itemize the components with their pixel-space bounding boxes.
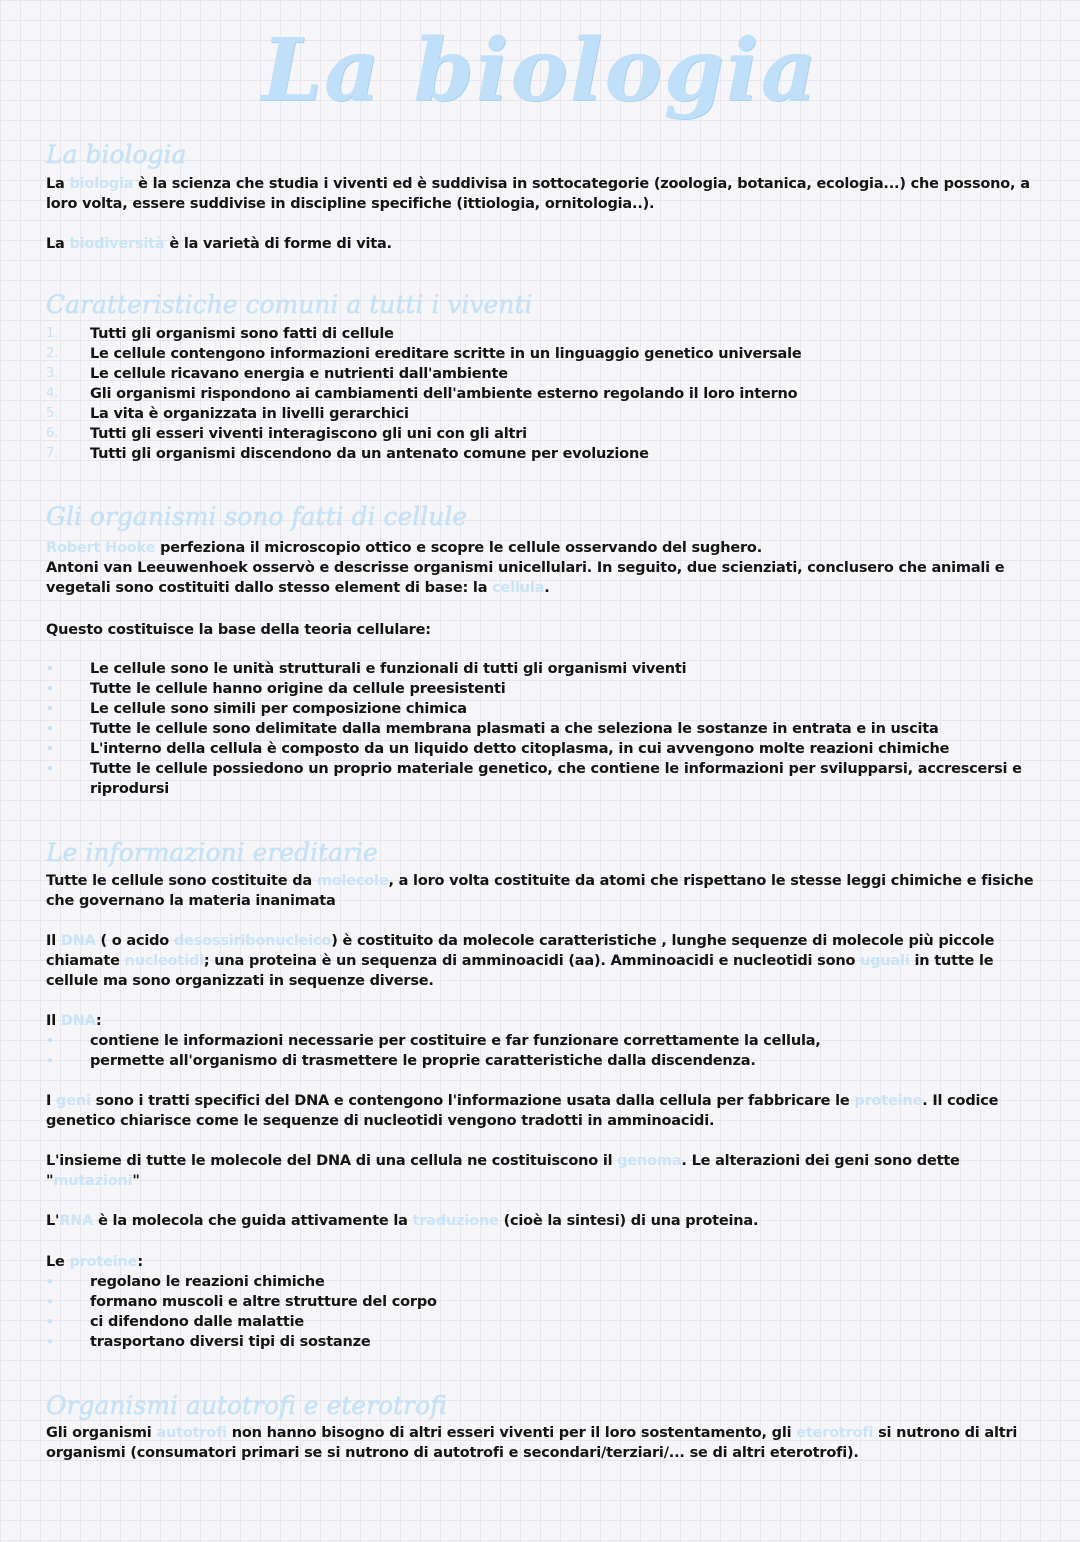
paragraph-hooke	[46, 538, 1036, 598]
list-item	[46, 364, 1036, 384]
list-item	[46, 1031, 1036, 1051]
text: (cioè la sintesi) di una proteina.	[498, 1213, 759, 1229]
highlight-term: biologia	[69, 176, 134, 192]
text: "	[132, 1173, 140, 1189]
list-text: Tutti gli organismi discendono da un antenato comune per evoluzione	[90, 446, 649, 462]
paragraph-teoria-cellulare: Questo costituisce la base della teoria cellulare:	[46, 622, 431, 638]
list-item	[46, 444, 1036, 464]
dna-list	[46, 1031, 1036, 1071]
text: ( o acido	[95, 933, 174, 949]
bullet-icon: •	[46, 702, 54, 716]
characteristics-list	[46, 324, 1036, 464]
text: è la varietà di forme di vita.	[164, 236, 392, 252]
list-text: Tutte le cellule sono delimitate dalla membrana plasmati a che seleziona le sostanze in entrata e in uscita	[90, 721, 939, 737]
highlight-term: DNA	[60, 933, 96, 949]
bullet-icon: •	[46, 722, 54, 736]
list-item	[46, 679, 1036, 699]
highlight-term: mutazioni	[53, 1173, 133, 1189]
list-item	[46, 344, 1036, 364]
paragraph-rna	[46, 1211, 1036, 1231]
list-number: 4.	[46, 386, 59, 401]
list-item	[46, 384, 1036, 404]
section-heading-autotrofi: Organismi autotrofi e eterotrofi	[46, 1391, 447, 1420]
list-number: 5.	[46, 406, 59, 421]
text: L'insieme di tutte le molecole del DNA di una cellula ne costituiscono il	[46, 1153, 618, 1169]
highlight-term: autotrofi	[156, 1425, 227, 1441]
list-text: Tutti gli esseri viventi interagiscono gli uni con gli altri	[90, 426, 527, 442]
highlight-term: desossiribonucleico	[173, 933, 332, 949]
list-item	[46, 324, 1036, 344]
paragraph-genoma	[46, 1151, 1036, 1191]
list-number: 1.	[46, 326, 59, 341]
list-item	[46, 404, 1036, 424]
text: è la molecola che guida attivamente la	[93, 1213, 413, 1229]
page-title: La biologia	[261, 20, 819, 121]
list-text: Le cellule contengono informazioni ereditare scritte in un linguaggio genetico universale	[90, 346, 802, 362]
highlight-term: geni	[56, 1093, 91, 1109]
list-item	[46, 719, 1036, 739]
list-text: ci difendono dalle malattie	[90, 1314, 305, 1330]
text: Il	[46, 933, 61, 949]
list-text: La vita è organizzata in livelli gerarchici	[90, 406, 409, 422]
text: sono i tratti specifici del DNA e contengono l'informazione usata dalla cellula per fabbricare le	[90, 1093, 855, 1109]
text: Tutte le cellule sono costituite da	[46, 873, 317, 889]
paragraph-biologia-definition	[46, 174, 1036, 214]
highlight-term: genoma	[617, 1153, 682, 1169]
highlight-term: Robert Hooke	[46, 540, 156, 556]
bullet-icon: •	[46, 742, 54, 756]
text: Le	[46, 1254, 70, 1270]
section-heading-cellule: Gli organismi sono fatti di cellule	[46, 502, 468, 531]
highlight-term: eterotrofi	[796, 1425, 874, 1441]
paragraph-biodiversita	[46, 234, 1036, 254]
text: . Le alterazioni dei geni sono dette "	[46, 1153, 960, 1189]
list-text: Tutte le cellule possiedono un proprio materiale genetico, che contiene le informazioni per svilupparsi, accrescersi e riprodursi	[90, 761, 1022, 797]
bullet-icon: •	[46, 662, 54, 676]
list-text: regolano le reazioni chimiche	[90, 1274, 325, 1290]
highlight-term: DNA	[60, 1013, 96, 1029]
list-text: contiene le informazioni necessarie per costituire e far funzionare correttamente la cellula,	[90, 1033, 821, 1049]
highlight-term: cellula	[492, 580, 545, 596]
text: in tutte le cellule ma sono organizzati in sequenze diverse.	[46, 953, 994, 989]
text: , a loro volta costituite da atomi che rispettano le stesse leggi chimiche e fisiche che governano la materia inanimata	[46, 873, 1034, 909]
highlight-term: biodiversità	[69, 236, 165, 252]
cell-theory-list	[46, 659, 1036, 799]
highlight-term: nucleotidi	[124, 953, 204, 969]
text: è la scienza che studia i viventi ed è suddivisa in sottocategorie (zoologia, botanica, ecologia...) che possono, a loro volta, essere suddivise in discipline specifiche (ittiologia, ornitologia..).	[46, 176, 1030, 212]
text: Antoni van Leeuwenhoek osservò e descrisse organismi unicellulari. In seguito, due scienziati, conclusero che animali e vegetali sono costituiti dallo stesso element di base: la	[46, 560, 1005, 596]
text: . Il codice genetico chiarisce come le sequenze di nucleotidi vengono tradotti in amminoacidi.	[46, 1093, 999, 1129]
list-text: Le cellule sono simili per composizione chimica	[90, 701, 467, 717]
highlight-term: traduzione	[412, 1213, 499, 1229]
section-heading-caratteristiche: Caratteristiche comuni a tutti i viventi	[46, 290, 533, 319]
list-item	[46, 659, 1036, 679]
text: .	[544, 580, 550, 596]
paragraph-geni	[46, 1091, 1036, 1131]
list-number: 6.	[46, 426, 59, 441]
bullet-icon: •	[46, 1054, 54, 1068]
paragraph-dna-definition	[46, 931, 1036, 991]
list-text: Le cellule ricavano energia e nutrienti dall'ambiente	[90, 366, 508, 382]
text: La	[46, 236, 70, 252]
list-text: Gli organismi rispondono ai cambiamenti dell'ambiente esterno regolando il loro interno	[90, 386, 798, 402]
text: Gli organismi	[46, 1425, 157, 1441]
text: I	[46, 1093, 57, 1109]
section-heading-informazioni: Le informazioni ereditarie	[46, 838, 378, 867]
text: L'	[46, 1213, 60, 1229]
bullet-icon: •	[46, 1295, 54, 1309]
highlight-term: molecole	[316, 873, 389, 889]
list-text: Tutti gli organismi sono fatti di cellule	[90, 326, 394, 342]
bullet-icon: •	[46, 1275, 54, 1289]
list-item	[46, 1332, 1036, 1352]
list-text: Le cellule sono le unità strutturali e funzionali di tutti gli organismi viventi	[90, 661, 687, 677]
bullet-icon: •	[46, 1315, 54, 1329]
highlight-term: uguali	[860, 953, 910, 969]
bullet-icon: •	[46, 762, 54, 776]
section-heading-biologia: La biologia	[46, 140, 187, 169]
text: ) è costituito da molecole caratteristiche , lunghe sequenze di molecole più piccole chiamate	[46, 933, 995, 969]
list-item	[46, 759, 1036, 799]
list-item	[46, 424, 1036, 444]
text: non hanno bisogno di altri esseri viventi per il loro sostentamento, gli	[226, 1425, 797, 1441]
list-item	[46, 1272, 1036, 1292]
highlight-term: proteine	[854, 1093, 923, 1109]
text: perfeziona il microscopio ottico e scopre le cellule osservando del sughero.	[155, 540, 763, 556]
list-text: Tutte le cellule hanno origine da cellule preesistenti	[90, 681, 506, 697]
highlight-term: proteine	[69, 1254, 138, 1270]
list-item	[46, 1312, 1036, 1332]
text: :	[95, 1013, 102, 1029]
paragraph-dna-intro	[46, 1011, 1036, 1031]
text: si nutrono di altri organismi (consumatori primari se si nutrono di autotrofi e secondari/terziari/... se di altri eterotrofi).	[46, 1425, 1018, 1461]
paragraph-proteine-intro	[46, 1252, 1036, 1272]
text: La	[46, 176, 70, 192]
list-number: 3.	[46, 366, 59, 381]
list-item	[46, 1051, 1036, 1071]
list-item	[46, 1292, 1036, 1312]
bullet-icon: •	[46, 1034, 54, 1048]
list-text: permette all'organismo di trasmettere le proprie caratteristiche dalla discendenza.	[90, 1053, 756, 1069]
paragraph-autotrofi	[46, 1423, 1036, 1463]
text: :	[137, 1254, 143, 1270]
list-item	[46, 699, 1036, 719]
bullet-icon: •	[46, 682, 54, 696]
list-number: 7.	[46, 446, 59, 461]
text: Il	[46, 1013, 61, 1029]
paragraph-molecole	[46, 871, 1036, 911]
bullet-icon: •	[46, 1335, 54, 1349]
text: ; una proteina è un sequenza di amminoacidi (aa). Amminoacidi e nucleotidi sono	[203, 953, 861, 969]
list-text: trasportano diversi tipi di sostanze	[90, 1334, 371, 1350]
list-text: formano muscoli e altre strutture del corpo	[90, 1294, 437, 1310]
highlight-term: RNA	[59, 1213, 94, 1229]
list-item	[46, 739, 1036, 759]
proteins-list	[46, 1272, 1036, 1352]
list-text: L'interno della cellula è composto da un liquido detto citoplasma, in cui avvengono molte reazioni chimiche	[90, 741, 950, 757]
list-number: 2.	[46, 346, 59, 361]
